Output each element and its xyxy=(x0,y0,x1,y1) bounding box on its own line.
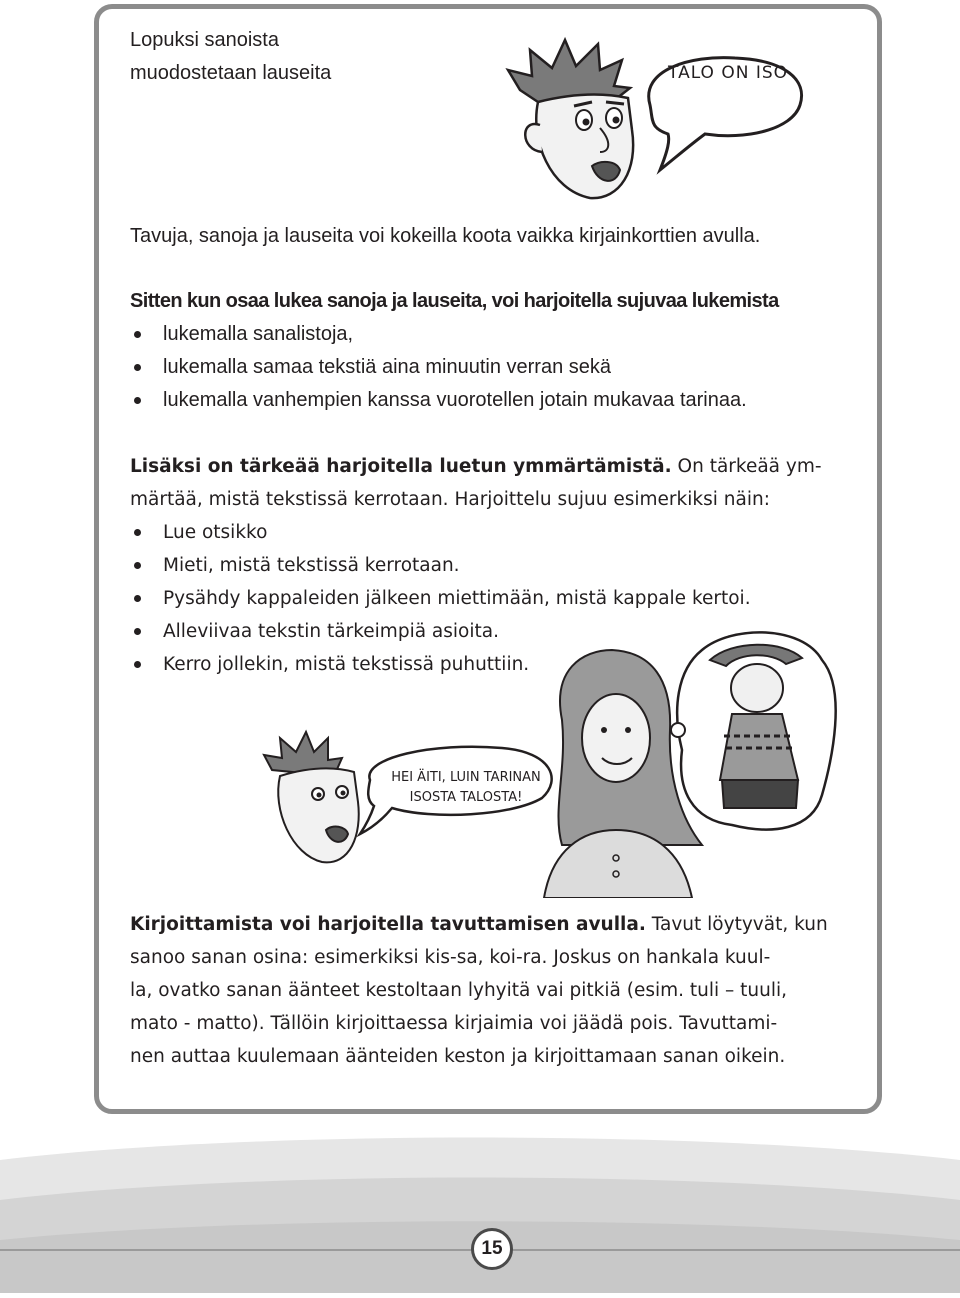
page-title xyxy=(130,24,331,90)
bullet-dot xyxy=(134,364,141,371)
comprehension-lead: Lisäksi on tärkeää harjoitella luetun ymmärtämistä. xyxy=(130,456,672,477)
comprehension-bullet: Kerro jollekin, mistä tekstissä puhuttiin. xyxy=(163,654,530,675)
speech-bubble-1: TALO ON ISO xyxy=(668,63,789,83)
writing-line: sanoo sanan osina: esimerkiksi kis-sa, koi-ra. Joskus on hankala kuul- xyxy=(130,947,771,968)
comprehension-line-1 xyxy=(130,450,822,483)
bullet-dot xyxy=(134,397,141,404)
intro-text: Tavuja, sanoja ja lauseita voi kokeilla koota vaikka kirjainkorttien avulla. xyxy=(130,225,761,247)
writing-line-1 xyxy=(130,908,828,941)
page-title-line-1: Lopuksi sanoista xyxy=(130,29,279,51)
footer-bands xyxy=(0,1130,960,1293)
reading-heading: Sitten kun osaa lukea sanoja ja lauseita, voi harjoitella sujuvaa lukemista xyxy=(130,290,779,312)
bullet-dot xyxy=(134,529,141,536)
comprehension-bullet: Mieti, mistä tekstissä kerrotaan. xyxy=(163,555,460,576)
speech-bubble-2-line-2: ISOSTA TALOSTA! xyxy=(409,790,523,805)
bullet-dot xyxy=(134,628,141,635)
bullet-dot xyxy=(134,595,141,602)
comprehension-bullet: Pysähdy kappaleiden jälkeen miettimään, mistä kappale kertoi. xyxy=(163,588,751,609)
page-number: 15 xyxy=(471,1228,513,1270)
reading-bullet: lukemalla samaa tekstiä aina minuutin verran sekä xyxy=(163,356,611,378)
comprehension-line-2: märtää, mistä tekstissä kerrotaan. Harjoittelu sujuu esimerkiksi näin: xyxy=(130,489,770,510)
mother-son-illustration-icon xyxy=(262,630,842,898)
writing-line: la, ovatko sanan äänteet kestoltaan lyhyitä vai pitkiä (esim. tuli – tuuli, xyxy=(130,980,788,1001)
writing-line-1-rest: Tavut löytyvät, kun xyxy=(645,914,828,935)
speech-bubble-2 xyxy=(382,768,550,808)
bullet-dot xyxy=(134,661,141,668)
comprehension-bullet: Alleviivaa tekstin tärkeimpiä asioita. xyxy=(163,621,499,642)
reading-bullet: lukemalla sanalistoja, xyxy=(163,323,354,345)
boy-illustration-icon xyxy=(490,30,810,200)
speech-bubble-2-line-1: HEI ÄITI, LUIN TARINAN xyxy=(391,770,541,785)
comprehension-bullet: Lue otsikko xyxy=(163,522,268,543)
writing-line: nen auttaa kuulemaan äänteiden keston ja kirjoittamaan sanan oikein. xyxy=(130,1046,786,1067)
writing-line: mato - matto). Tällöin kirjoittaessa kirjaimia voi jäädä pois. Tavuttami- xyxy=(130,1013,778,1034)
comprehension-line-1-rest: On tärkeää ym- xyxy=(671,456,822,477)
reading-bullet: lukemalla vanhempien kanssa vuorotellen jotain mukavaa tarinaa. xyxy=(163,389,747,411)
writing-lead: Kirjoittamista voi harjoitella tavuttamisen avulla. xyxy=(130,914,646,935)
bullet-dot xyxy=(134,562,141,569)
bullet-dot xyxy=(134,331,141,338)
page-title-line-2: muodostetaan lauseita xyxy=(130,62,332,84)
